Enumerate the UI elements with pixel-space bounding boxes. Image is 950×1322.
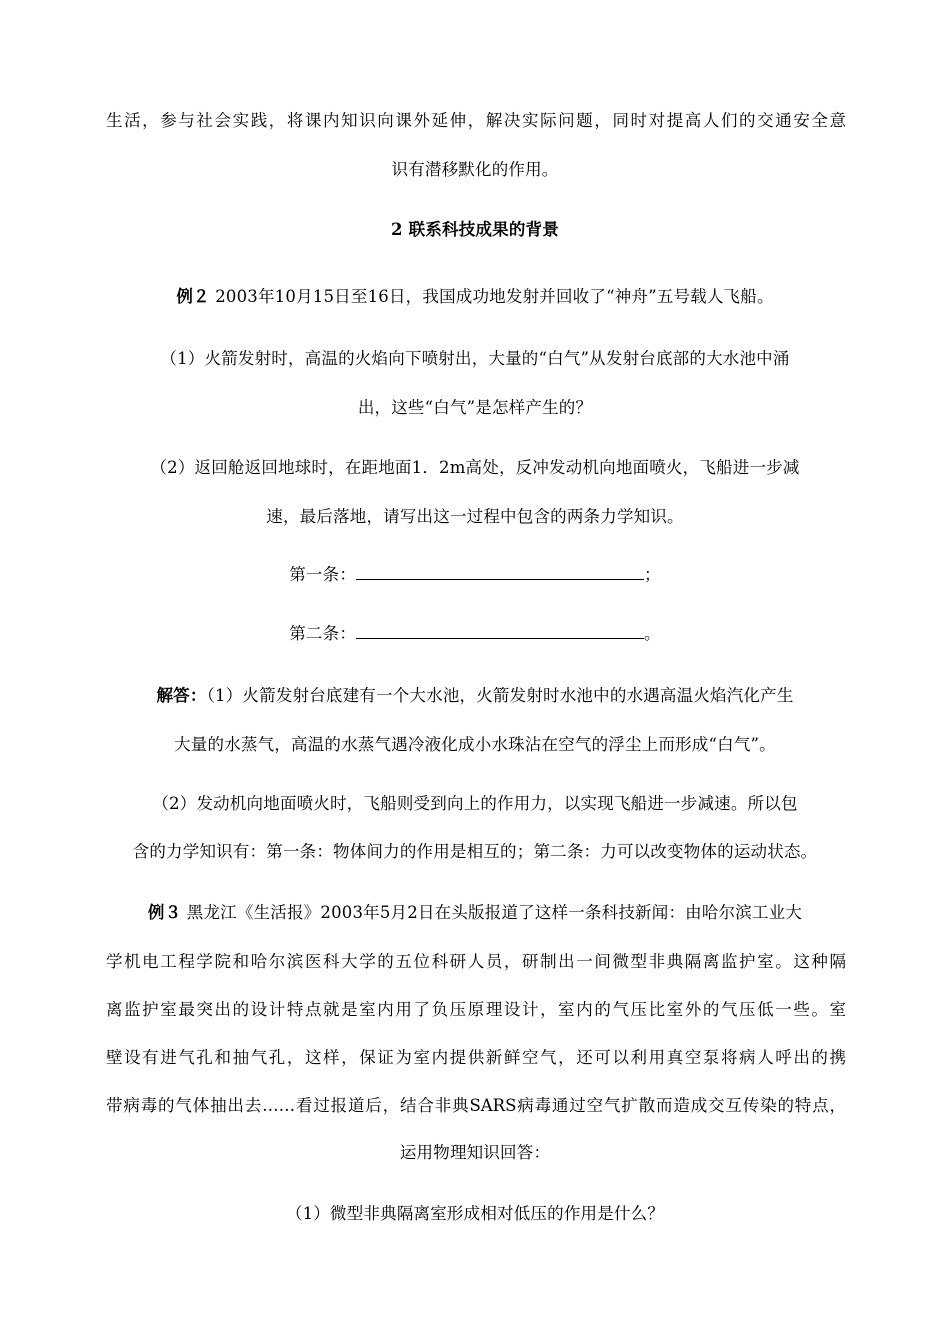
section-heading: 2 联系科技成果的背景 [391,220,559,239]
blank-end: 。 [644,624,661,643]
question-line: （1）火箭发射时，高温的火焰向下喷射出，大量的“白气”从发射台底部的大水池中涌 [160,349,790,368]
blank-end: ； [644,565,661,584]
paragraph-line: 运用物理知识回答： [399,1143,551,1162]
question-line: 出，这些“白气”是怎样产生的？ [357,398,593,417]
fill-in-blank[interactable] [356,563,644,580]
question-line: （1）微型非典隔离室形成相对低压的作用是什么？ [285,1204,665,1223]
example-label: 例２ [176,287,210,306]
answer-line: （2）发动机向地面喷火时，飞船则受到向上的作用力，以实现飞船进一步减速。所以包 [152,794,798,813]
paragraph-line: 壁设有进气孔和抽气孔，这样，保证为室内提供新鲜空气，还可以利用真空泵将病人呼出的携 [106,1048,846,1067]
example-3-intro [0,901,950,925]
paragraph-line: 生活，参与社会实践，将课内知识向课外延伸，解决实际问题，同时对提高人们的交通安全意 [106,111,846,130]
answer-line: 大量的水蒸气，高温的水蒸气遇冷液化成小水珠沾在空气的浮尘上而形成“白气”。 [174,735,776,754]
answer-blank-1 [0,563,950,587]
example-label: 例３ [147,903,182,922]
answer-intro [0,684,950,708]
example-text: 2003年10月15日至16日，我国成功地发射并回收了“神舟”五号载人飞船。 [209,287,774,306]
answer-text: （1）火箭发射台底建有一个大水池，火箭发射时水池中的水遇高温火焰汽化产生 [206,686,794,705]
paragraph-line: 学机电工程学院和哈尔滨医科大学的五位科研人员，研制出一间微型非典隔离监护室。这种隔 [106,952,846,971]
paragraph-line: 识有潜移默化的作用。 [391,160,559,179]
question-line: （2）返回舱返回地球时，在距地面1．2m高处，反冲发动机向地面喷火，飞船进一步减 [150,458,800,477]
answer-label: 解答： [156,686,207,705]
question-line: 速，最后落地，请写出这一过程中包含的两条力学知识。 [266,507,684,526]
example-text: 黑龙江《生活报》2003年5月2日在头版报道了这样一条科技新闻：由哈尔滨工业大 [181,903,803,922]
answer-line: 含的力学知识有：第一条：物体间力的作用是相互的；第二条：力可以改变物体的运动状态。 [132,842,818,861]
answer-blank-2 [0,622,950,646]
fill-in-blank[interactable] [356,622,644,639]
blank-label: 第二条： [289,624,357,643]
example-2-intro [0,285,950,309]
blank-label: 第一条： [289,565,357,584]
paragraph-line: 离监护室最突出的设计特点就是室内用了负压原理设计，室内的气压比室外的气压低一些。室 [106,1000,846,1019]
paragraph-line: 带病毒的气体抽出去……看过报道后，结合非典SARS病毒通过空气扩散而造成交互传染的特点， [106,1096,846,1115]
